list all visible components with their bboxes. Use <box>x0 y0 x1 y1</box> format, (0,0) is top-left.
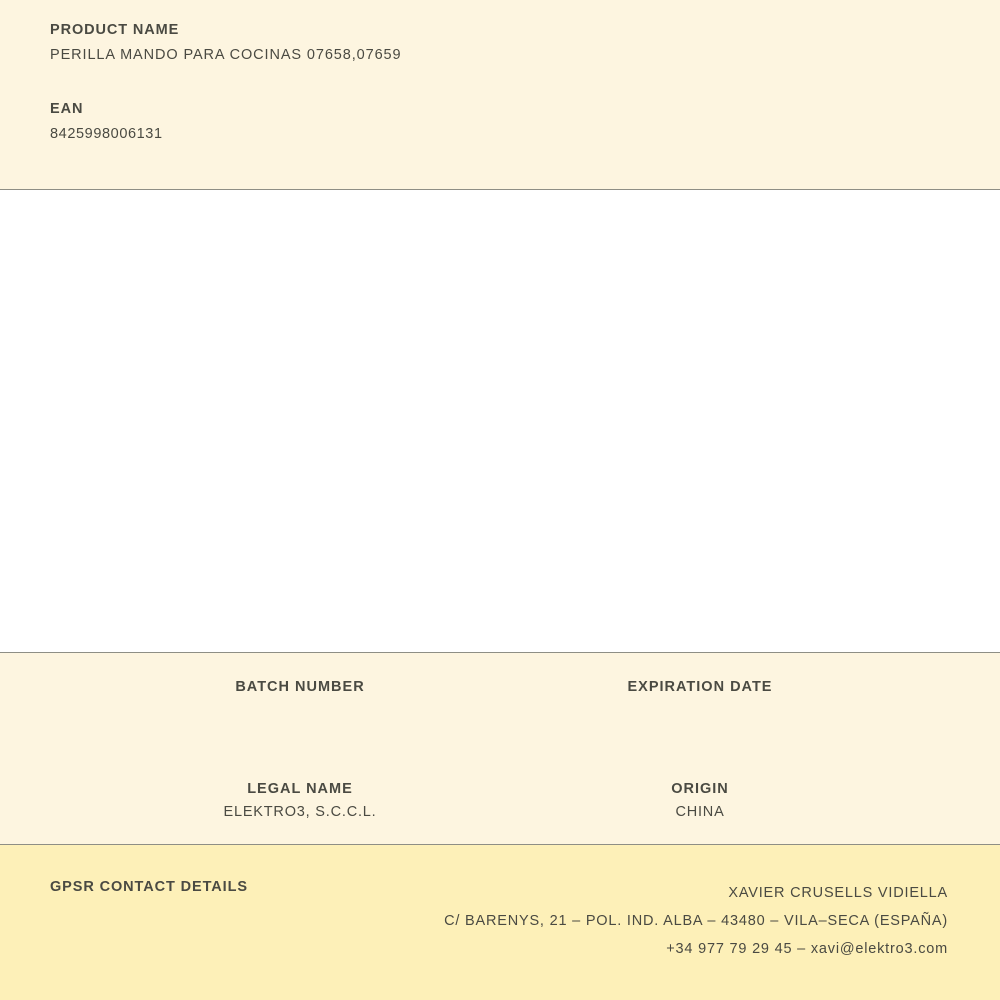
details-block <box>0 653 1000 845</box>
legal-name-value: ELEKTRO3, S.C.C.L. <box>223 804 377 820</box>
contact-phone-email: +34 977 79 29 45 – xavi@elektro3.com <box>666 941 948 957</box>
origin-label: ORIGIN <box>671 781 729 797</box>
batch-number-label: BATCH NUMBER <box>235 679 365 695</box>
product-name-field <box>50 22 950 63</box>
ean-value: 8425998006131 <box>50 126 163 142</box>
batch-number-field <box>100 679 500 719</box>
details-row-legal <box>0 781 1000 821</box>
blank-content-area <box>0 190 1000 653</box>
origin-value: CHINA <box>675 804 725 820</box>
legal-name-field <box>100 781 500 821</box>
ean-label: EAN <box>50 101 84 117</box>
legal-name-label: LEGAL NAME <box>247 781 353 797</box>
batch-number-value <box>100 702 500 719</box>
gpsr-contact-details <box>444 879 948 963</box>
contact-name: XAVIER CRUSELLS VIDIELLA <box>728 885 948 901</box>
ean-field <box>50 101 950 142</box>
details-row-batch <box>0 679 1000 719</box>
expiration-date-value <box>500 702 900 719</box>
contact-address: C/ BARENYS, 21 – POL. IND. ALBA – 43480 – VILA–SECA (ESPAÑA) <box>444 913 948 929</box>
product-name-value: PERILLA MANDO PARA COCINAS 07658,07659 <box>50 47 402 63</box>
product-name-label: PRODUCT NAME <box>50 22 180 38</box>
gpsr-contact-label: GPSR CONTACT DETAILS <box>50 879 248 895</box>
header-block <box>0 0 1000 190</box>
expiration-date-label: EXPIRATION DATE <box>627 679 773 695</box>
origin-field <box>500 781 900 821</box>
footer-block <box>0 845 1000 1000</box>
expiration-date-field <box>500 679 900 719</box>
